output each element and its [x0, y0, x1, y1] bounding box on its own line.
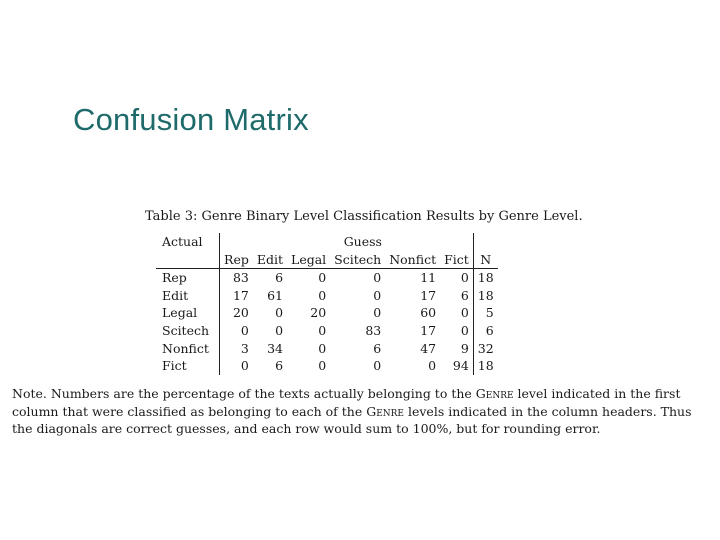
- table-cell: 9: [460, 340, 469, 356]
- table-cell: 94: [452, 358, 469, 374]
- table-cell: 20: [220, 304, 253, 322]
- note-genre-term: Genre: [475, 386, 514, 401]
- table-cell: 61: [267, 287, 284, 303]
- table-cell-n: 18: [473, 269, 497, 287]
- table-cell: 0: [275, 305, 284, 321]
- table-cell: 0: [373, 358, 382, 374]
- table-cell: 0: [220, 322, 253, 340]
- note-text: level indicated in the first column that were classified as belonging to each of the: [12, 386, 681, 419]
- table-cell-n: 32: [473, 340, 497, 358]
- note-text: Note. Numbers are the percentage of the texts actually belonging to the: [12, 386, 476, 401]
- row-label: Rep: [162, 270, 187, 286]
- table-cell-n: 18: [473, 287, 497, 305]
- table-cell: 20: [310, 305, 327, 321]
- table-cell: 34: [267, 340, 284, 356]
- row-label: Fict: [162, 358, 187, 374]
- table-cell: 11: [420, 270, 437, 286]
- table-caption: Table 3: Genre Binary Level Classification Results by Genre Level.: [145, 209, 583, 224]
- table-cell: 0: [373, 305, 382, 321]
- row-label: Nonfict: [162, 340, 209, 356]
- table-cell: 0: [428, 358, 437, 374]
- table-cell: 83: [220, 269, 253, 287]
- note-text: levels indicated in the column headers. Thus the diagonals are correct guesses, and each row would sum to 100%, but for rounding error.: [12, 403, 692, 436]
- table-cell-n: 18: [473, 357, 497, 375]
- column-header: Legal: [287, 251, 330, 269]
- row-label: Edit: [162, 287, 189, 303]
- column-header: Scitech: [330, 251, 385, 269]
- table-cell: 6: [460, 287, 469, 303]
- row-label: Legal: [162, 305, 198, 321]
- table-cell: 0: [318, 322, 327, 338]
- column-header: N: [473, 251, 497, 269]
- table-header-row-1: [156, 233, 498, 251]
- table-cell: 47: [420, 340, 437, 356]
- table-row: [156, 304, 498, 322]
- table-cell: 0: [373, 270, 382, 286]
- row-label: Scitech: [162, 322, 210, 338]
- confusion-matrix-table: [156, 233, 498, 375]
- column-header: Fict: [440, 251, 473, 269]
- table-cell: 0: [460, 305, 469, 321]
- table-cell: 0: [275, 322, 284, 338]
- table-cell: 17: [420, 322, 437, 338]
- table-cell: 6: [373, 340, 382, 356]
- table-cell: 0: [373, 287, 382, 303]
- table-cell: 0: [318, 270, 327, 286]
- table-cell: 0: [220, 357, 253, 375]
- table-row: [156, 340, 498, 358]
- scanned-table-figure: [0, 205, 720, 445]
- actual-header: Actual: [162, 234, 203, 249]
- table-cell: 17: [220, 287, 253, 305]
- table-cell: 0: [460, 322, 469, 338]
- column-header: Rep: [220, 251, 253, 269]
- table-cell: 83: [365, 322, 382, 338]
- table-cell: 6: [275, 270, 284, 286]
- table-row: [156, 269, 498, 287]
- table-row: [156, 357, 498, 375]
- table-cell: 0: [460, 270, 469, 286]
- table-cell-n: 6: [473, 322, 497, 340]
- table-cell: 3: [220, 340, 253, 358]
- table-cell: 0: [318, 340, 327, 356]
- table-cell: 17: [420, 287, 437, 303]
- table-note: [12, 385, 712, 438]
- table-cell: 0: [318, 358, 327, 374]
- slide-title: Confusion Matrix: [73, 102, 309, 137]
- column-header: Edit: [253, 251, 287, 269]
- guess-header: Guess: [343, 234, 382, 249]
- table-row: [156, 322, 498, 340]
- table-cell-n: 5: [473, 304, 497, 322]
- table-cell: 60: [420, 305, 437, 321]
- table-header-row-2: [156, 251, 498, 269]
- note-genre-term: Genre: [366, 403, 404, 419]
- table-cell: 6: [275, 358, 284, 374]
- column-header: Nonfict: [385, 251, 440, 269]
- table-row: [156, 287, 498, 305]
- table-cell: 0: [318, 287, 327, 303]
